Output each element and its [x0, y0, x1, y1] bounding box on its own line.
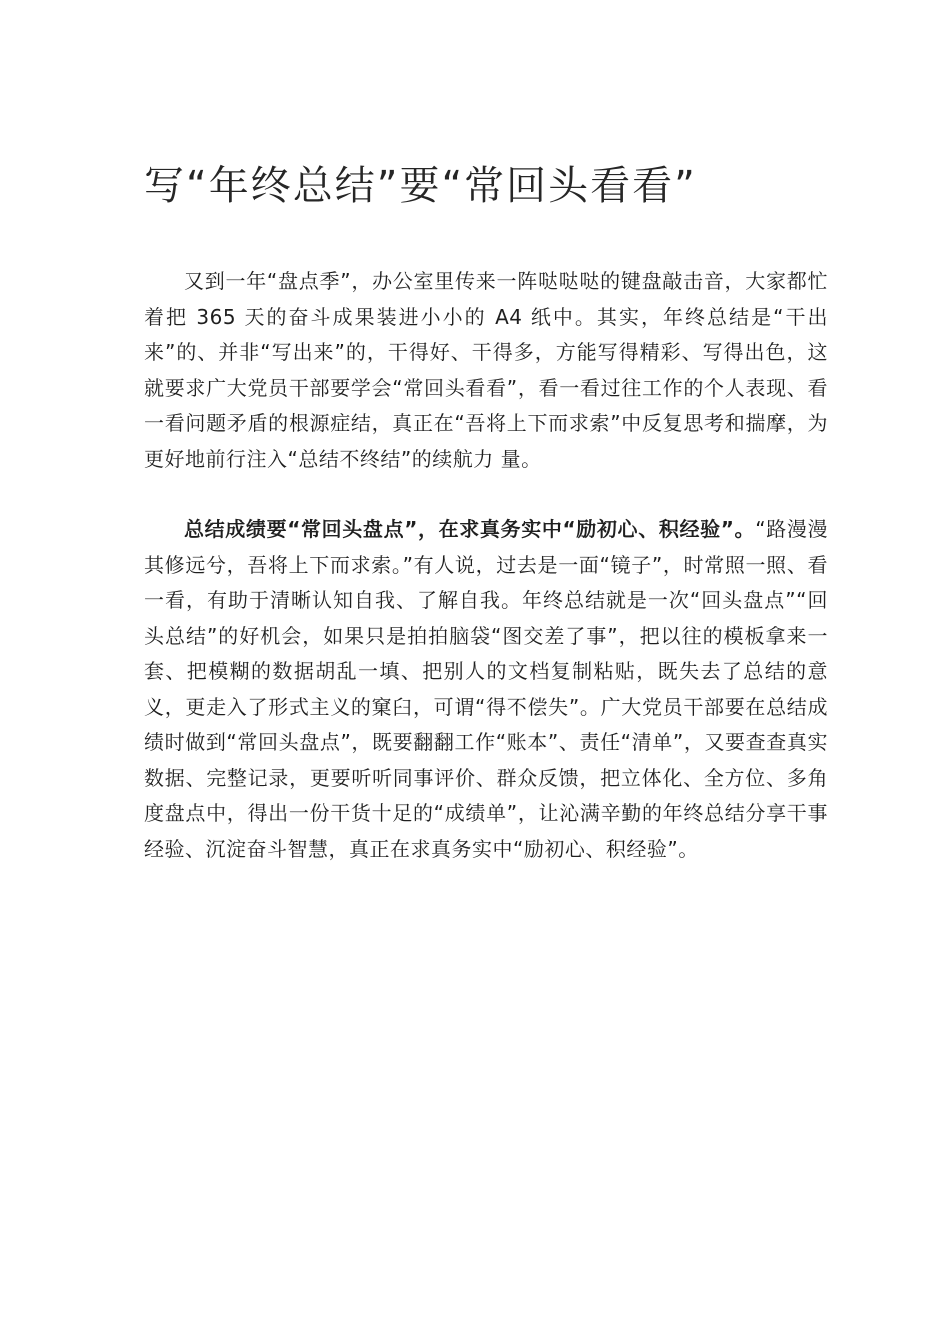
paragraph-2 [144, 512, 828, 867]
document-title: 写“年终总结”要“常回头看看” [144, 163, 697, 209]
paragraph-2-text: “路漫漫其修远兮，吾将上下而求索。”有人说，过去是一面“镜子”，时常照一照、看一看，有助于清晰认知自我、了解自我。年终总结就是一次“回头盘点”“回头总结”的好机会，如果只是拍拍脑袋“图交差了事”，把以往的模板拿来一套、把模糊的数据胡乱一填、把别人的文档复制粘贴，既失去了总结的意义，更走入了形式主义的窠臼，可谓“得不偿失”。广大党员干部要在总结成绩时做到“常回头盘点”，既要翻翻工作“账本”、责任“清单”，又要查查真实数据、完整记录，更要听听同事评价、群众反馈，把立体化、全方位、多角度盘点中，得出一份干货十足的“成绩单”，让沁满辛勤的年终总结分享干事经验、沉淀奋斗智慧，真正在求真务实中“励初心、积经验”。 [144, 517, 828, 861]
document-page [144, 150, 828, 867]
paragraph-2-lead: 总结成绩要“常回头盘点”，在求真务实中“励初心、积经验”。 [184, 517, 756, 541]
paragraph-1 [144, 264, 828, 477]
paragraph-1-text: 又到一年“盘点季”，办公室里传来一阵哒哒哒的键盘敲击音，大家都忙着把 365 天的奋斗成果装进小小的 A4 纸中。其实，年终总结是“干出来”的、并非“写出来”的，干得好、干得多，方能写得精彩、写得出色，这就要求广大党员干部要学会“常回头看看”，看一看过往工作的个人表现、看一看问题矛盾的根源症结，真正在“吾将上下而求索”中反复思考和揣摩，为更好地前行注入“总结不终结”的续航力 量。 [144, 269, 828, 471]
